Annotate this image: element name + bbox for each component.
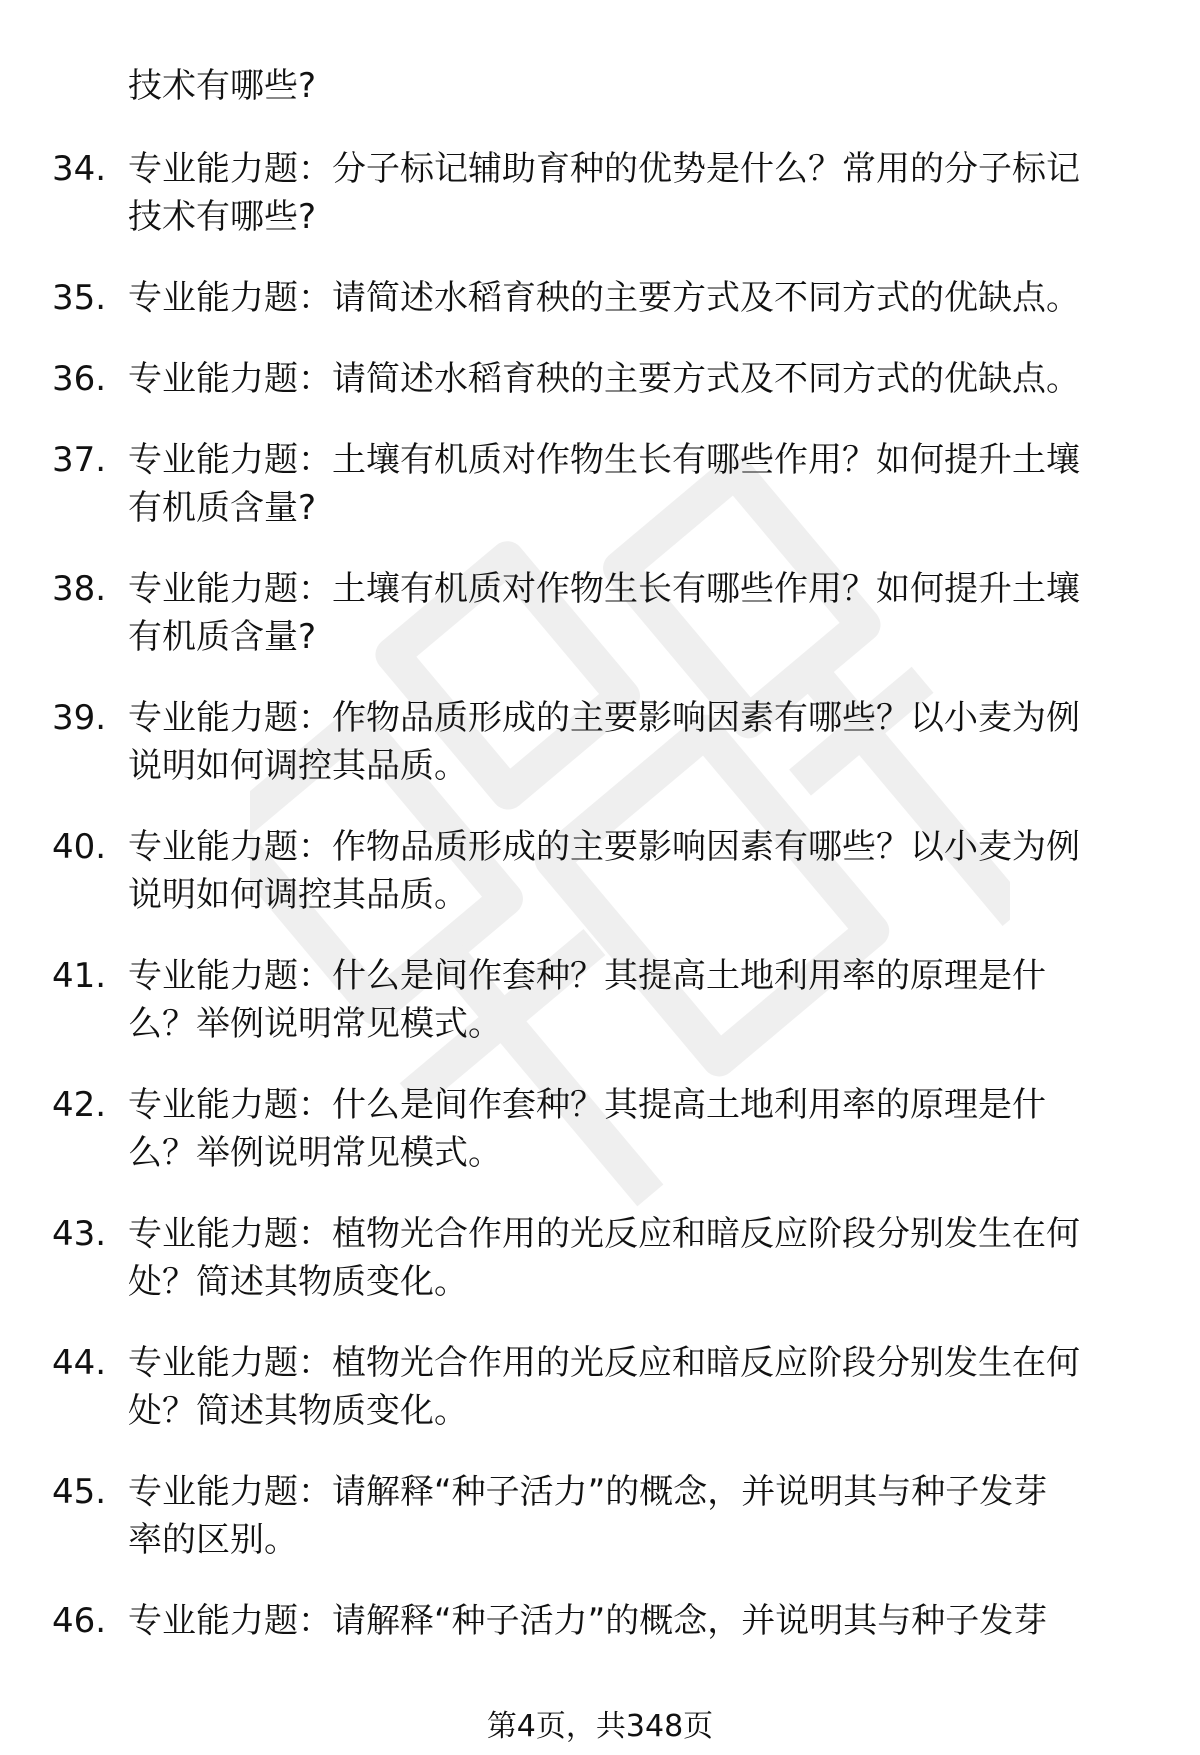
question-item [0, 823, 1200, 919]
question-number: 39. [52, 698, 107, 738]
question-item [0, 1081, 1200, 1177]
question-item [0, 436, 1200, 532]
question-list [0, 145, 1200, 1678]
question-text-line: 专业能力题：植物光合作用的光反应和暗反应阶段分别发生在何 [128, 1214, 1080, 1254]
question-text-line: 率的区别。 [128, 1520, 298, 1560]
question-text-line: 专业能力题：请解释“种子活力”的概念，并说明其与种子发芽 [128, 1601, 1048, 1641]
question-number: 46. [52, 1601, 107, 1641]
question-number: 37. [52, 440, 107, 480]
question-number: 44. [52, 1343, 107, 1383]
page-footer: 第4页，共348页 [486, 1709, 714, 1744]
question-text [128, 565, 1138, 661]
question-text-line: 说明如何调控其品质。 [128, 746, 468, 786]
question-item [0, 1339, 1200, 1435]
question-text-line: 专业能力题：请简述水稻育秧的主要方式及不同方式的优缺点。 [128, 359, 1080, 399]
question-text-line: 有机质含量? [128, 617, 317, 657]
question-text [128, 1339, 1138, 1435]
question-item [0, 694, 1200, 790]
question-text [128, 694, 1138, 790]
question-item [0, 1597, 1200, 1645]
question-text-line: 专业能力题：什么是间作套种？其提高土地利用率的原理是什 [128, 956, 1046, 996]
question-item [0, 1468, 1200, 1564]
question-text [128, 1081, 1138, 1177]
question-number: 38. [52, 569, 107, 609]
question-item [0, 1210, 1200, 1306]
question-number: 40. [52, 827, 107, 867]
question-text-line: 专业能力题：请解释“种子活力”的概念，并说明其与种子发芽 [128, 1472, 1048, 1512]
question-text-line: 说明如何调控其品质。 [128, 875, 468, 915]
question-item [0, 952, 1200, 1048]
question-number: 36. [52, 359, 107, 399]
question-text [128, 274, 1138, 322]
question-text [128, 436, 1138, 532]
question-text-line: 专业能力题：分子标记辅助育种的优势是什么？常用的分子标记 [128, 149, 1080, 189]
question-text-line: 专业能力题：作物品质形成的主要影响因素有哪些？以小麦为例 [128, 827, 1080, 867]
question-number: 35. [52, 278, 107, 318]
question-text [128, 145, 1138, 241]
question-number: 42. [52, 1085, 107, 1125]
question-text [128, 1210, 1138, 1306]
question-item [0, 145, 1200, 241]
question-text-line: 么？举例说明常见模式。 [128, 1133, 502, 1173]
question-text-line: 处？简述其物质变化。 [128, 1391, 468, 1431]
question-text-line: 处？简述其物质变化。 [128, 1262, 468, 1302]
question-number: 41. [52, 956, 107, 996]
question-text [128, 1468, 1138, 1564]
question-text-line: 么？举例说明常见模式。 [128, 1004, 502, 1044]
question-text-line: 有机质含量? [128, 488, 317, 528]
question-text [128, 355, 1138, 403]
question-text [128, 952, 1138, 1048]
question-item [0, 565, 1200, 661]
question-text-line: 专业能力题：植物光合作用的光反应和暗反应阶段分别发生在何 [128, 1343, 1080, 1383]
question-text-line: 专业能力题：土壤有机质对作物生长有哪些作用？如何提升土壤 [128, 440, 1080, 480]
question-text-line: 技术有哪些? [128, 197, 317, 237]
question-text-line: 专业能力题：请简述水稻育秧的主要方式及不同方式的优缺点。 [128, 278, 1080, 318]
question-text [128, 1597, 1138, 1645]
question-text-line: 专业能力题：作物品质形成的主要影响因素有哪些？以小麦为例 [128, 698, 1080, 738]
question-text-line: 专业能力题：什么是间作套种？其提高土地利用率的原理是什 [128, 1085, 1046, 1125]
question-text-line: 专业能力题：土壤有机质对作物生长有哪些作用？如何提升土壤 [128, 569, 1080, 609]
question-item [0, 274, 1200, 322]
question-item [0, 355, 1200, 403]
continuation-line: 技术有哪些? [128, 66, 317, 106]
question-number: 34. [52, 149, 107, 189]
question-number: 45. [52, 1472, 107, 1512]
question-number: 43. [52, 1214, 107, 1254]
question-text [128, 823, 1138, 919]
